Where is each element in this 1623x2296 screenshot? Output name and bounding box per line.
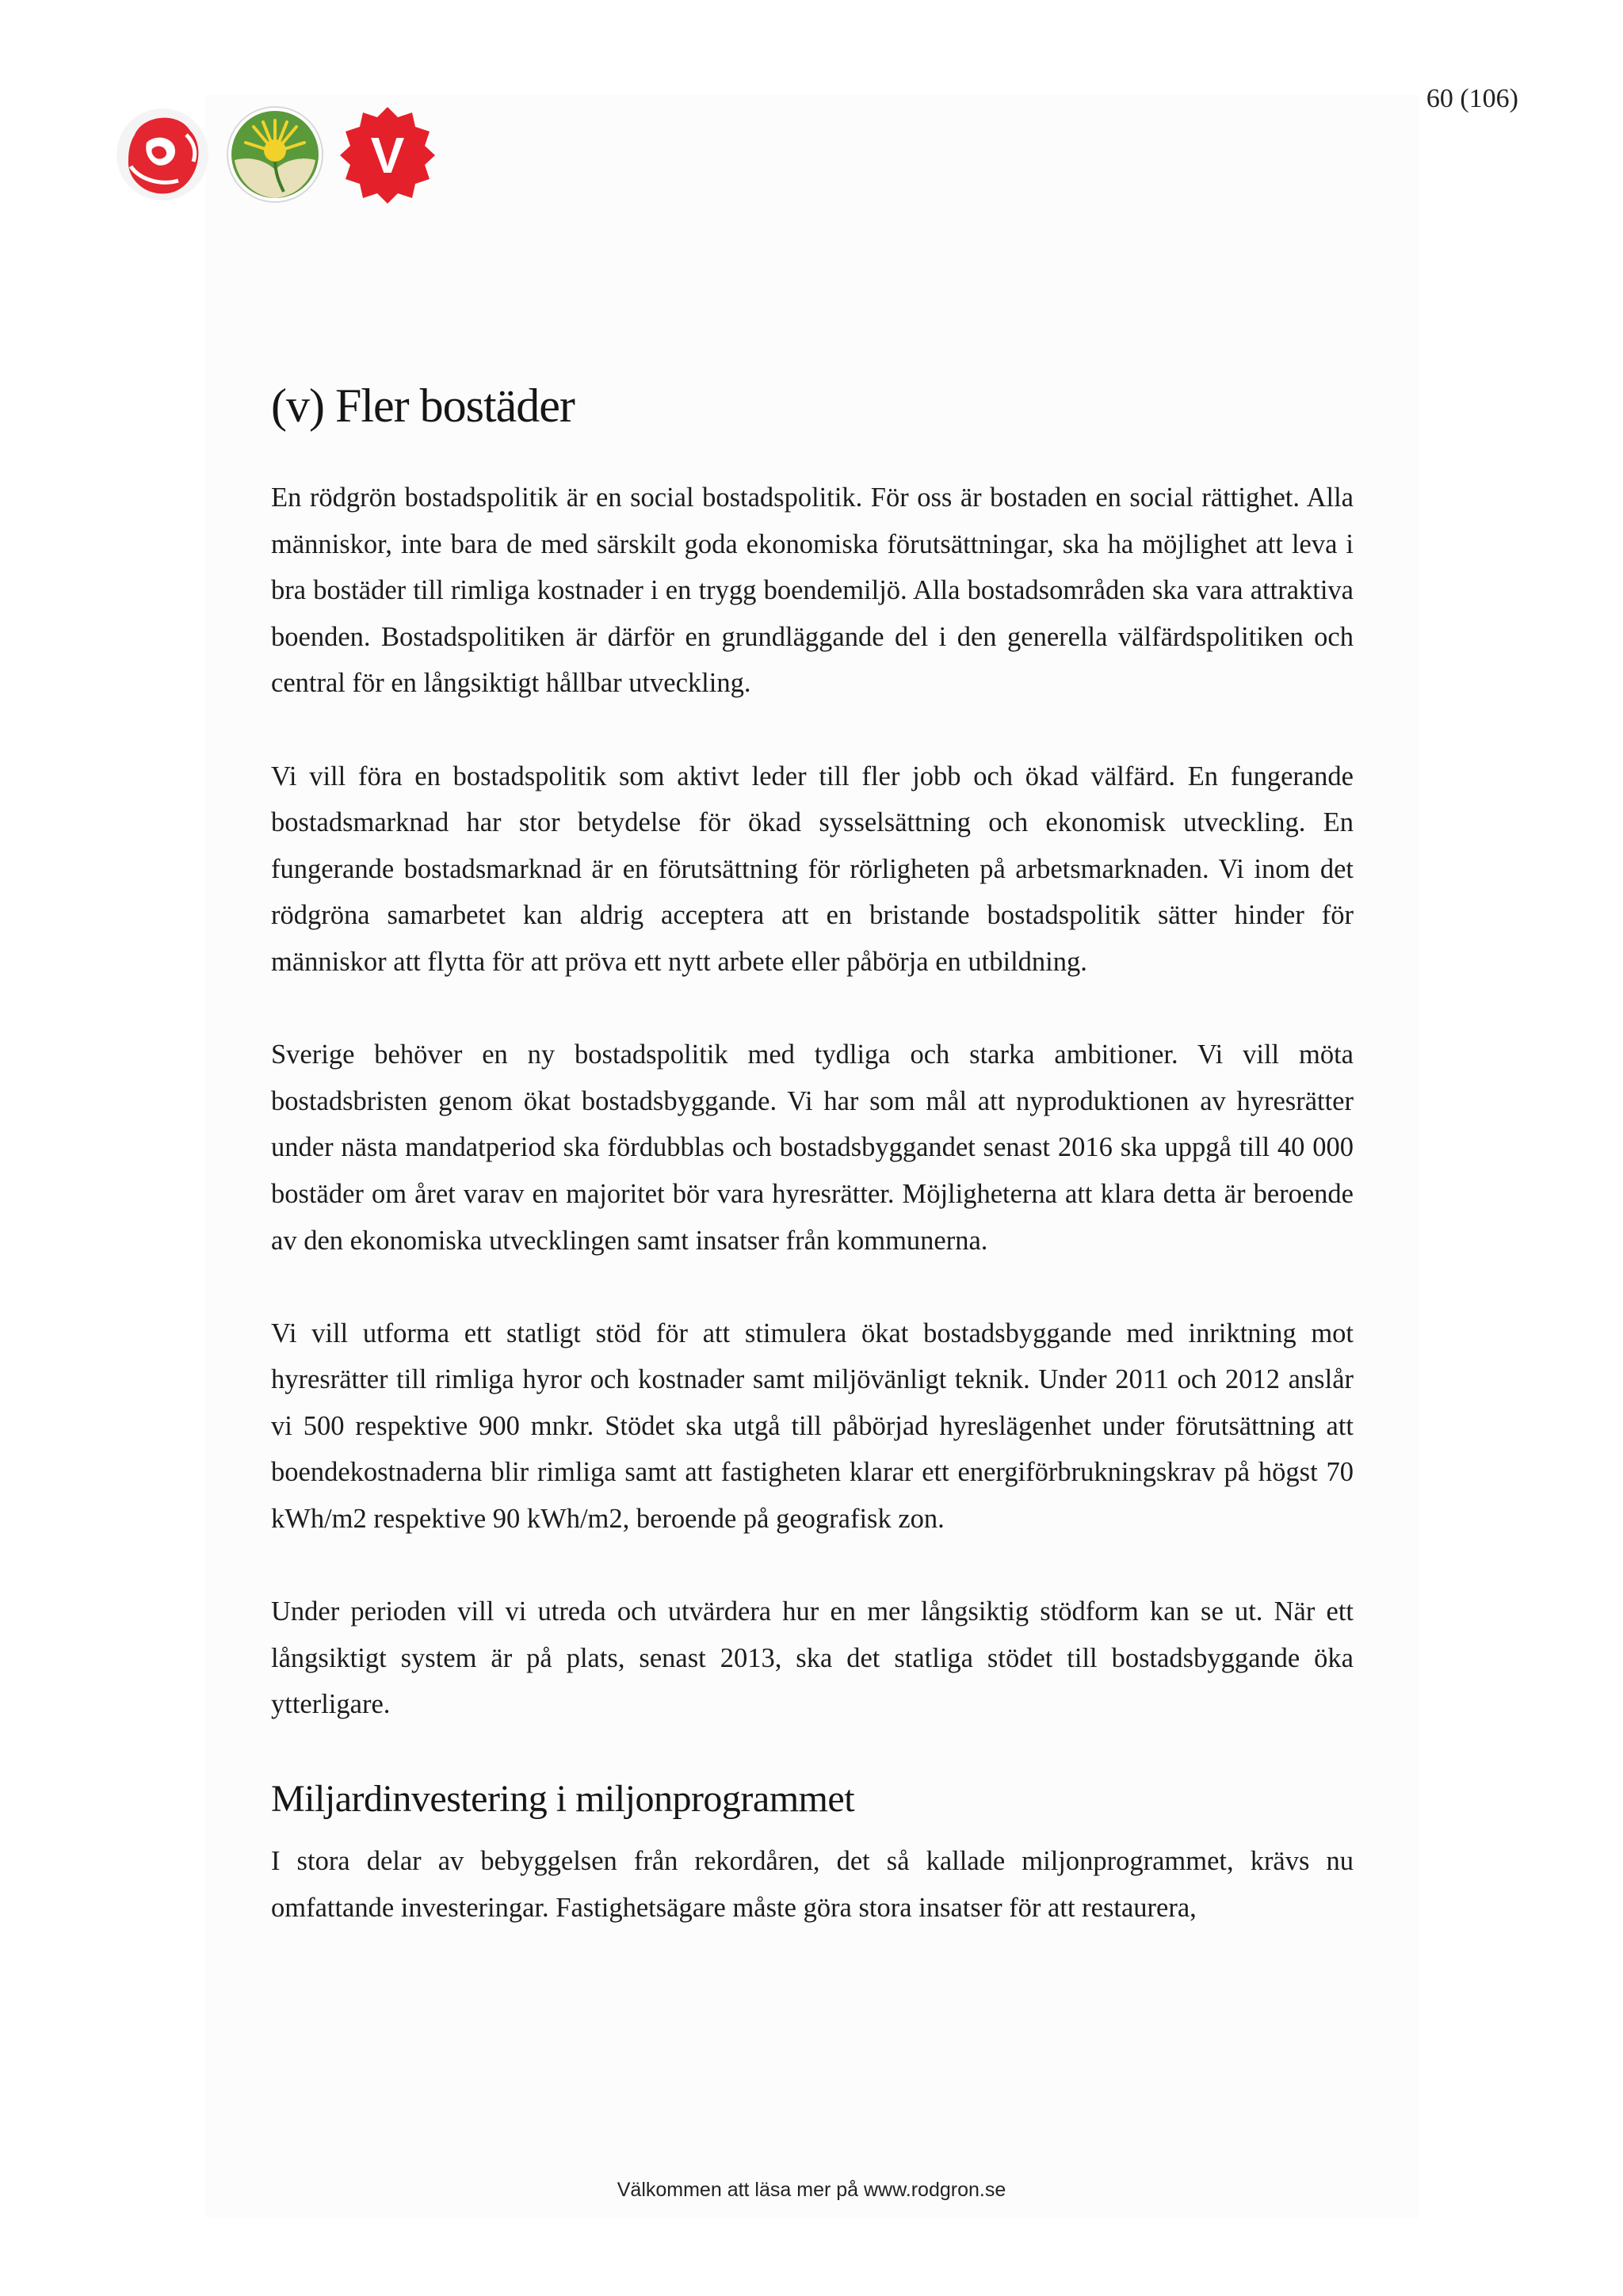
- section-title: (v) Fler bostäder: [271, 379, 575, 432]
- paragraph: Vi vill utforma ett statligt stöd för att stimulera ökat bostadsbyggande med inriktning mot hyresrätter till rimliga hyror och kostnader samt miljövänligt teknik. Under 2011 och 2012 anslår vi 500 respektive 900 mnkr. Stödet ska utgå till påbörjad hyreslägenhet under förutsättning att boendekostnaderna blir rimliga samt att fastigheten klarar ett energiförbrukningskrav på högst 70 kWh/m2 respektive 90 kWh/m2, beroende på geografisk zon.: [271, 1318, 1354, 1535]
- paragraph: Under perioden vill vi utreda och utvärdera hur en mer långsiktig stödform kan se ut. När ett långsiktigt system är på plats, senast 2013, ska det statliga stödet till bostadsbyggande öka ytterligare.: [271, 1596, 1354, 1720]
- paragraph: I stora delar av bebyggelsen från rekordåren, det så kallade miljonprogrammet, krävs nu omfattande investeringar. Fastighetsägare måste göra stora insatser för att restaurera,: [271, 1846, 1354, 1923]
- subsection-title: Miljardinvestering i miljonprogrammet: [271, 1778, 855, 1821]
- paragraph: En rödgrön bostadspolitik är en social bostadspolitik. För oss är bostaden en social rättighet. Alla människor, inte bara de med särskilt goda ekonomiska förutsättningar, ska ha möjlighet att leva i bra bostäder till rimliga kostnader i en trygg boendemiljö. Alla bostadsområden ska vara attraktiva boenden. Bostadspolitiken är därför en grundläggande del i den generella välfärdspolitiken och central för en långsiktigt hållbar utveckling.: [271, 482, 1354, 699]
- paragraph: Sverige behöver en ny bostadspolitik med tydliga och starka ambitioner. Vi vill möta bostadsbristen genom ökat bostadsbyggande. Vi har som mål att nyproduktionen av hyresrätter under nästa mandatperiod ska fördubblas och bostadsbyggandet senast 2016 ska uppgå till 40 000 bostäder om året varav en majoritet bör vara hyresrätter. Möjligheterna att klara detta är beroende av den ekonomiska utvecklingen samt insatser från kommunerna.: [271, 1039, 1354, 1256]
- social-democrats-rose-logo: [111, 103, 214, 206]
- footer-text: Välkommen att läsa mer på www.rodgron.se: [617, 2179, 1006, 2201]
- page-number: 60 (106): [1426, 84, 1518, 113]
- v-letter: V: [370, 127, 405, 184]
- green-party-dandelion-logo: [223, 103, 327, 206]
- party-logos: [111, 103, 444, 214]
- document-body: [271, 379, 1354, 1931]
- paragraph: Vi vill föra en bostadspolitik som aktivt leder till fler jobb och ökad välfärd. En fungerande bostadsmarknad har stor betydelse för ökad sysselsättning och ekonomisk utveckling. En fungerande bostadsmarknad är en förutsättning för rörligheten på arbetsmarknaden. Vi inom det rödgröna samarbetet kan aldrig acceptera att en bristande bostadspolitik sätter hinder för människor att flytta för att pröva ett nytt arbete eller påbörja en utbildning.: [271, 761, 1354, 977]
- left-party-v-logo: [336, 103, 439, 206]
